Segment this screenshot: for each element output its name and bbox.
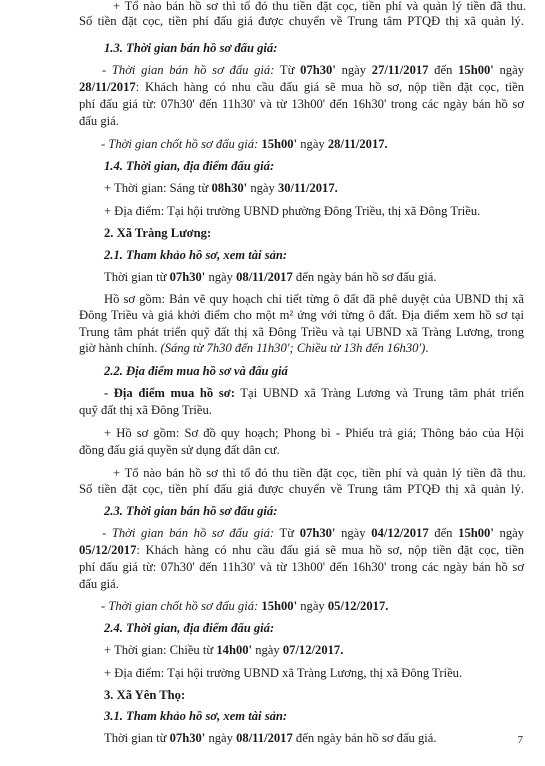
emphasis: 14h00' bbox=[216, 643, 253, 657]
text-line: 2.2. Địa điểm mua hồ sơ và đấu giá bbox=[104, 364, 288, 378]
text-line: 28/11/2017: Khách hàng có nhu cầu đấu giá sẽ mua hồ sơ, nộp tiền đặt cọc, tiền bbox=[79, 80, 524, 94]
emphasis: - Thời gian bán hồ sơ đấu giá: bbox=[102, 63, 275, 77]
text-line: 2. Xã Tràng Lương: bbox=[104, 226, 212, 240]
emphasis: 08/11/2017 bbox=[236, 270, 293, 284]
text-line: Trung tâm phát triển quỹ đất thị xã Đông Triều và tại UBND xã Tràng Lương, trong bbox=[79, 325, 524, 339]
emphasis: 15h00' bbox=[458, 63, 494, 77]
text-line: - Thời gian chốt hồ sơ đấu giá: 15h00' ngày 05/12/2017. bbox=[101, 599, 389, 613]
emphasis: 07h30' bbox=[299, 526, 336, 540]
text-line: + Địa điểm: Tại hội trường UBND phường Đông Triều, thị xã Đông Triều. bbox=[104, 204, 481, 218]
text-line: đồng đấu giá quyền sử dụng đất dân cư. bbox=[79, 443, 280, 457]
text-line: phí đấu giá từ: 07h30' đến 11h30' và từ 13h00' đến 16h30' trong các ngày bán hồ sơ bbox=[79, 97, 524, 111]
text-line: quỹ đất thị xã Đông Triều. bbox=[79, 403, 212, 417]
emphasis: 15h00' bbox=[261, 599, 298, 613]
text-line: đấu giá. bbox=[79, 114, 119, 128]
text-line: đấu giá. bbox=[79, 577, 119, 591]
emphasis: (Sáng từ 7h30 đến 11h30'; Chiều từ 13h đến 16h30') bbox=[160, 341, 426, 355]
text-line: Hồ sơ gồm: Bản vẽ quy hoạch chi tiết từng ô đất đã phê duyệt của UBND thị xã bbox=[104, 292, 524, 306]
emphasis: 07h30' bbox=[169, 731, 206, 745]
emphasis: 07h30' bbox=[300, 63, 336, 77]
emphasis: 05/12/2017. bbox=[327, 599, 389, 613]
emphasis: 30/11/2017. bbox=[277, 181, 338, 195]
emphasis: 28/11/2017 bbox=[79, 80, 136, 94]
text-line: phí đấu giá từ: 07h30' đến 11h30' và từ 13h00' đến 16h30' trong các ngày bán hồ sơ bbox=[79, 560, 524, 574]
text-line: + Tổ nào bán hồ sơ thì tổ đó thu tiền đặt cọc, tiền phí và quản lý tiền đã thu. bbox=[113, 466, 526, 480]
text-line: Thời gian từ 07h30' ngày 08/11/2017 đến ngày bán hồ sơ đấu giá. bbox=[104, 270, 437, 284]
emphasis: 08h30' bbox=[211, 181, 248, 195]
text-line: 2.4. Thời gian, địa điểm đấu giá: bbox=[104, 621, 275, 635]
emphasis: - Thời gian chốt hồ sơ đấu giá: bbox=[101, 599, 259, 613]
emphasis: 15h00' bbox=[261, 137, 298, 151]
text-line: + Địa điểm: Tại hội trường UBND xã Tràng Lương, thị xã Đông Triều. bbox=[104, 666, 463, 680]
text-line: Thời gian từ 07h30' ngày 08/11/2017 đến ngày bán hồ sơ đấu giá. bbox=[104, 731, 437, 745]
text-line: - Thời gian chốt hồ sơ đấu giá: 15h00' ngày 28/11/2017. bbox=[101, 137, 388, 151]
emphasis: - Thời gian bán hồ sơ đấu giá: bbox=[102, 526, 275, 540]
emphasis: - Địa điểm mua hồ sơ: bbox=[104, 386, 235, 400]
page-number: 7 bbox=[517, 734, 523, 746]
text-line: + Thời gian: Chiều từ 14h00' ngày 07/12/2017. bbox=[104, 643, 344, 657]
text-line: + Tổ nào bán hồ sơ thì tổ đó thu tiền đặt cọc, tiền phí và quản lý tiền đã thu. bbox=[113, 0, 526, 13]
emphasis: 07/12/2017. bbox=[282, 643, 344, 657]
text-line: - Thời gian bán hồ sơ đấu giá: Từ 07h30' ngày 04/12/2017 đến 15h00' ngày bbox=[102, 526, 525, 540]
emphasis: 15h00' bbox=[458, 526, 494, 540]
text-line: + Hồ sơ gồm: Sơ đồ quy hoạch; Phong bì - Phiếu trả giá; Thông báo của Hội bbox=[104, 426, 524, 440]
text-line: 1.3. Thời gian bán hồ sơ đấu giá: bbox=[104, 41, 278, 55]
text-line: 3. Xã Yên Thọ: bbox=[104, 688, 186, 702]
text-line: 3.1. Tham khảo hồ sơ, xem tài sản: bbox=[104, 709, 288, 723]
text-line: 2.3. Thời gian bán hồ sơ đấu giá: bbox=[104, 504, 278, 518]
emphasis: 28/11/2017. bbox=[327, 137, 388, 151]
text-line: 1.4. Thời gian, địa điểm đấu giá: bbox=[104, 159, 275, 173]
text-line: Số tiền đặt cọc, tiền phí đấu giá được chuyển về Trung tâm PTQĐ thị xã quản lý. bbox=[79, 14, 524, 28]
text-line: 2.1. Tham khảo hồ sơ, xem tài sản: bbox=[104, 248, 288, 262]
text-line: - Địa điểm mua hồ sơ: Tại UBND xã Tràng Lương và Trung tâm phát triển bbox=[104, 386, 524, 400]
emphasis: - Thời gian chốt hồ sơ đấu giá: bbox=[101, 137, 259, 151]
emphasis: 08/11/2017 bbox=[236, 731, 293, 745]
text-line: + Thời gian: Sáng từ 08h30' ngày 30/11/2017. bbox=[104, 181, 338, 195]
text-line: Số tiền đặt cọc, tiền phí đấu giá được chuyển về Trung tâm PTQĐ thị xã quản lý. bbox=[79, 482, 524, 496]
text-line: 05/12/2017: Khách hàng có nhu cầu đấu giá sẽ mua hồ sơ, nộp tiền đặt cọc, tiền bbox=[79, 543, 524, 557]
emphasis: 05/12/2017 bbox=[79, 543, 137, 557]
text-line: giờ hành chính. (Sáng từ 7h30 đến 11h30'; Chiều từ 13h đến 16h30'). bbox=[79, 341, 429, 355]
emphasis: 27/11/2017 bbox=[371, 63, 429, 77]
text-line: Đông Triều và giá khởi điểm cho một m² ứng với từng ô đất. Địa điểm xem hồ sơ tại bbox=[79, 308, 524, 322]
emphasis: 04/12/2017 bbox=[371, 526, 429, 540]
emphasis: 07h30' bbox=[169, 270, 206, 284]
text-line: - Thời gian bán hồ sơ đấu giá: Từ 07h30' ngày 27/11/2017 đến 15h00' ngày bbox=[102, 63, 524, 77]
